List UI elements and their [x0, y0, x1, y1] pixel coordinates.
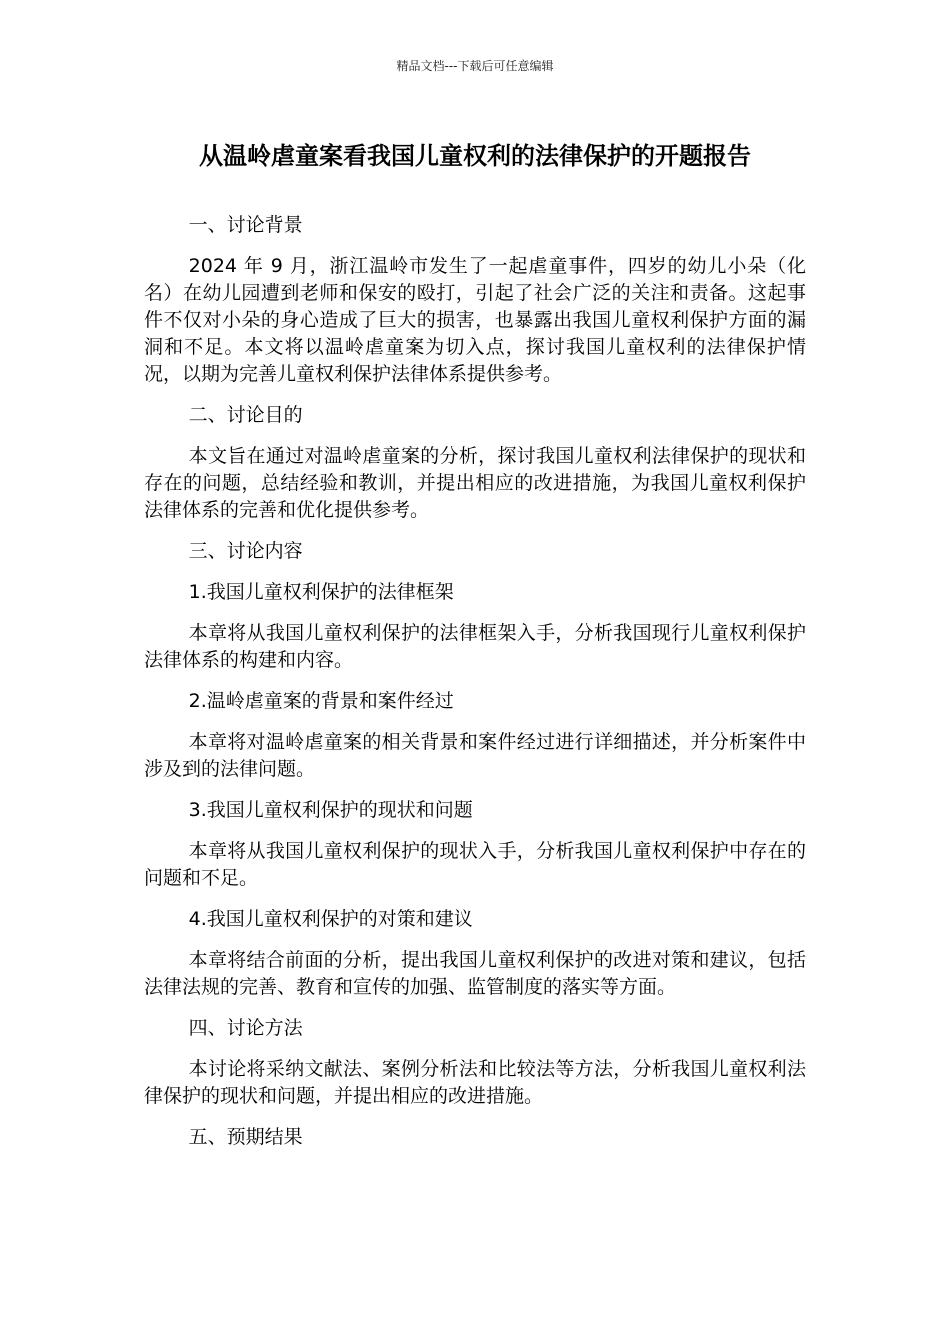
section-heading-purpose: 二、讨论目的	[188, 404, 303, 426]
paragraph-countermeasures: 本章将结合前面的分析，提出我国儿童权利保护的改进对策和建议，包括法律法规的完善、教育和宣传的加强、监管制度的落实等方面。	[144, 949, 806, 998]
section-heading-methods: 四、讨论方法	[188, 1017, 303, 1039]
paragraph-methods: 本讨论将采纳文献法、案例分析法和比较法等方法，分析我国儿童权利法律保护的现状和问题，并提出相应的改进措施。	[144, 1058, 806, 1107]
header-note: 精品文档---下载后可任意编辑	[396, 59, 554, 73]
paragraph-status-problems: 本章将从我国儿童权利保护的现状入手，分析我国儿童权利保护中存在的问题和不足。	[144, 840, 806, 889]
document-body	[144, 212, 806, 1165]
section-heading-background: 一、讨论背景	[188, 214, 303, 236]
document-title: 从温岭虐童案看我国儿童权利的法律保护的开题报告	[199, 142, 751, 170]
subheading-countermeasures: 4.我国儿童权利保护的对策和建议	[188, 908, 473, 930]
paragraph-background: 2024 年 9 月，浙江温岭市发生了一起虐童事件，四岁的幼儿小朵（化名）在幼儿园遭到老师和保安的殴打，引起了社会广泛的关注和责备。这起事件不仅对小朵的身心造成了巨大的损害，也暴露出我国儿童权利保护方面的漏洞和不足。本文将以温岭虐童案为切入点，探讨我国儿童权利的法律保护情况，以期为完善儿童权利保护法律体系提供参考。	[144, 255, 806, 385]
paragraph-case-background: 本章将对温岭虐童案的相关背景和案件经过进行详细描述，并分析案件中涉及到的法律问题。	[144, 731, 806, 780]
subheading-case-background: 2.温岭虐童案的背景和案件经过	[188, 690, 454, 712]
paragraph-purpose: 本文旨在通过对温岭虐童案的分析，探讨我国儿童权利法律保护的现状和存在的问题，总结经验和教训，并提出相应的改进措施，为我国儿童权利保护法律体系的完善和优化提供参考。	[144, 445, 806, 521]
subheading-status-problems: 3.我国儿童权利保护的现状和问题	[188, 799, 473, 821]
section-heading-expected-results: 五、预期结果	[188, 1126, 303, 1148]
section-heading-content: 三、讨论内容	[188, 540, 303, 562]
paragraph-legal-framework: 本章将从我国儿童权利保护的法律框架入手，分析我国现行儿童权利保护法律体系的构建和内容。	[144, 622, 806, 671]
subheading-legal-framework: 1.我国儿童权利保护的法律框架	[188, 581, 454, 603]
